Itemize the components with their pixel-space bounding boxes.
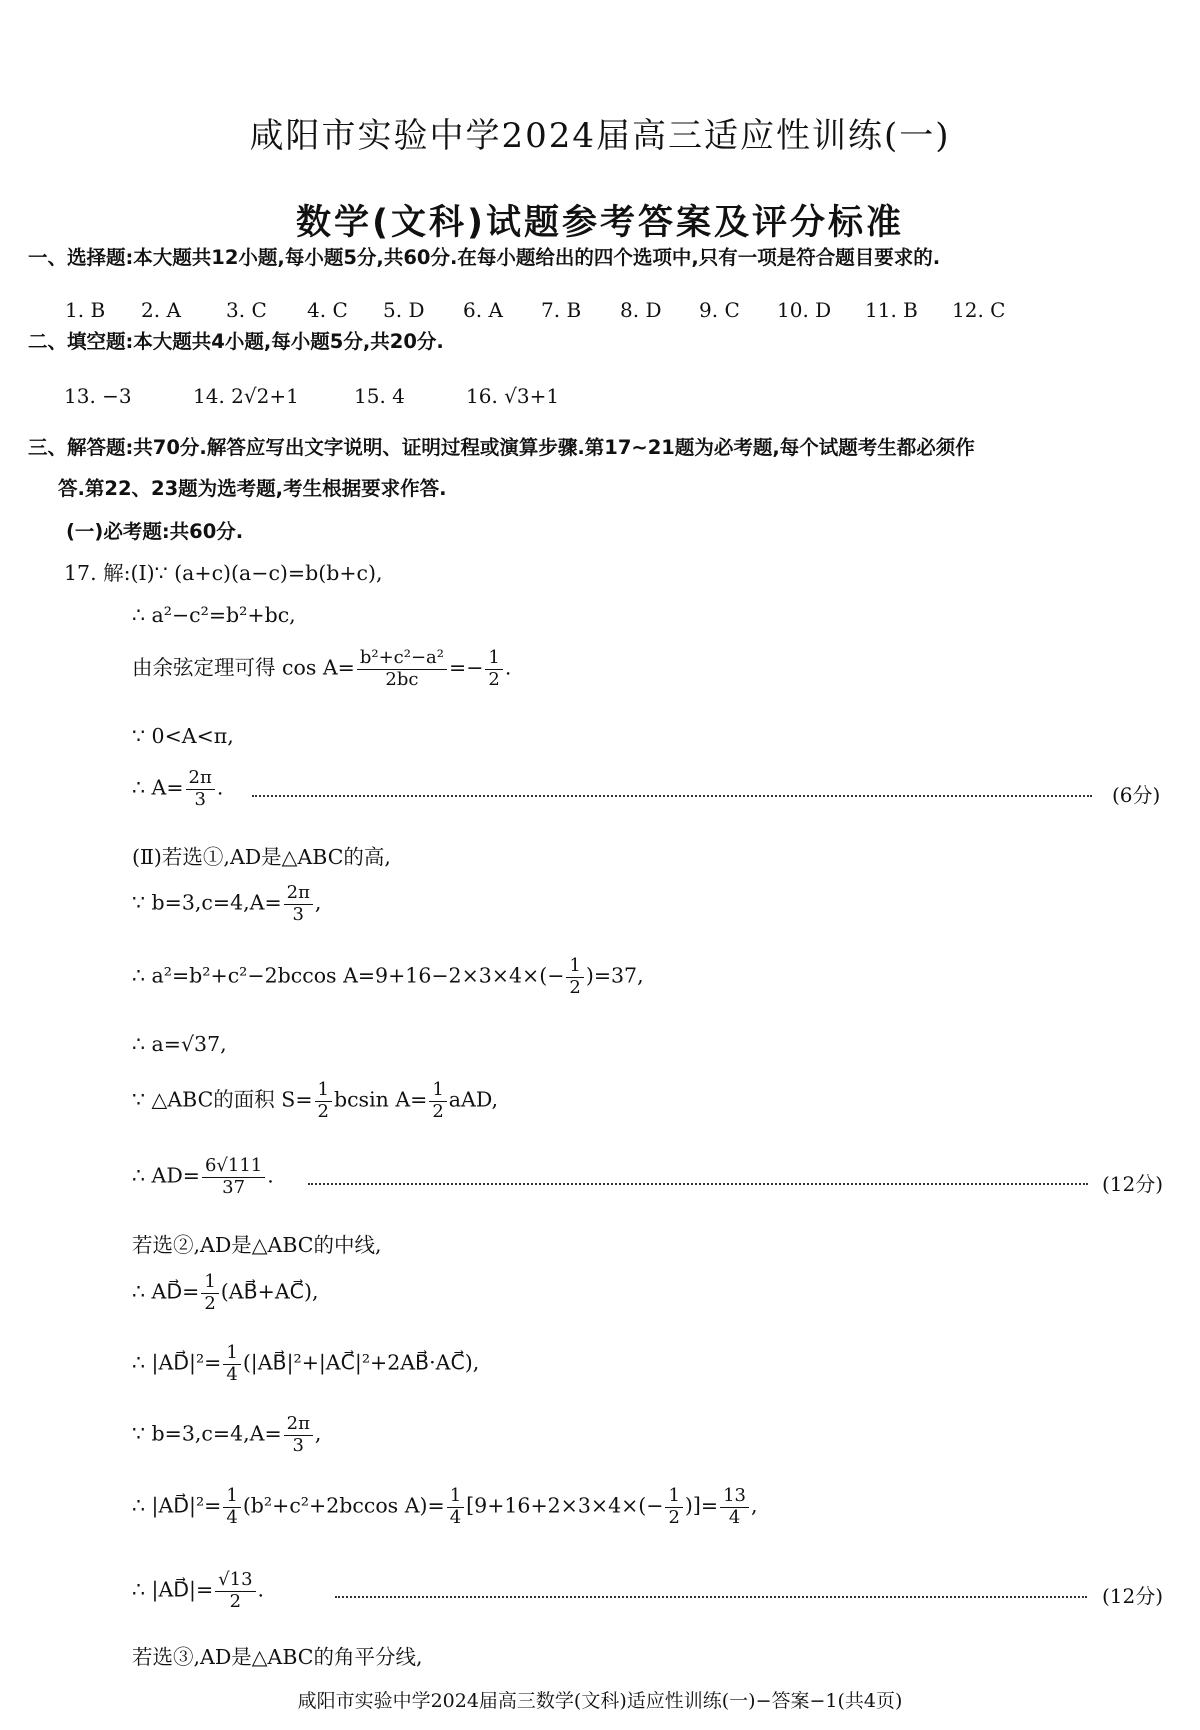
denominator: 2 — [488, 668, 500, 690]
text: ∴ AD⃗= — [132, 1279, 200, 1304]
denominator: 4 — [226, 1363, 238, 1385]
text: ∴ a²=b²+c²−2bccos A=9+16−2×3×4×(− — [132, 963, 565, 988]
solution-line — [132, 1414, 321, 1456]
denominator: 4 — [449, 1506, 462, 1528]
text: . — [267, 1163, 274, 1188]
denominator: 2 — [668, 1506, 680, 1528]
solution-line: 若选③,AD是△ABC的角平分线, — [132, 1645, 423, 1669]
text: (b²+c²+2bccos A)= — [242, 1493, 445, 1518]
text: =− — [449, 655, 484, 680]
fraction — [215, 1570, 255, 1612]
text: , — [751, 1493, 758, 1518]
denominator: 2 — [317, 1100, 329, 1122]
numerator: 2π — [284, 1414, 313, 1436]
text: 由余弦定理可得 cos A= — [132, 655, 355, 680]
section3-heading-line1: 三、解答题:共70分.解答应写出文字说明、证明过程或演算步骤.第17~21题为必考题,每个试题考生都必须作 — [28, 436, 975, 459]
fraction — [201, 1272, 218, 1314]
solution-line — [132, 1156, 274, 1198]
solution-line — [132, 956, 644, 998]
answer-14: 14. 2√2+1 — [193, 384, 299, 408]
text: ∵ △ABC的面积 S= — [132, 1087, 313, 1112]
solution-line — [132, 1343, 479, 1385]
text: ∴ A= — [132, 775, 184, 800]
numerator: 6√111 — [202, 1156, 265, 1178]
score-label: (12分) — [1102, 1584, 1164, 1608]
denominator: 4 — [728, 1506, 741, 1528]
solution-line — [132, 1486, 758, 1528]
fraction — [284, 883, 313, 925]
answer-10: 10. D — [777, 298, 832, 322]
denominator: 2 — [229, 1590, 242, 1612]
text: . — [257, 1577, 265, 1602]
numerator: 13 — [720, 1486, 749, 1508]
answer-11: 11. B — [865, 298, 918, 322]
answer-2: 2. A — [141, 298, 181, 322]
text: ∴ AD= — [132, 1163, 200, 1188]
answer-9: 9. C — [699, 298, 740, 322]
document-subtitle: 数学(文科)试题参考答案及评分标准 — [296, 203, 904, 243]
text: [9+16+2×3×4×(− — [466, 1493, 664, 1518]
numerator: 1 — [566, 956, 583, 978]
answer-13: 13. −3 — [64, 384, 132, 408]
text: (AB⃗+AC⃗), — [220, 1279, 319, 1304]
numerator: √13 — [215, 1570, 255, 1592]
numerator: b²+c²−a² — [357, 648, 447, 670]
fraction — [566, 956, 583, 998]
solution-line: 若选②,AD是△ABC的中线, — [132, 1233, 382, 1257]
answer-3: 3. C — [226, 298, 267, 322]
text: , — [314, 890, 322, 915]
fraction — [223, 1486, 240, 1528]
numerator: 1 — [429, 1080, 446, 1102]
text: ∵ b=3,c=4,A= — [132, 890, 282, 915]
fraction — [720, 1486, 749, 1528]
text: )=37, — [585, 963, 644, 988]
fraction — [357, 648, 447, 690]
answer-8: 8. D — [620, 298, 662, 322]
numerator: 2π — [284, 883, 313, 905]
denominator: 3 — [292, 903, 304, 925]
solution-line: ∴ a²−c²=b²+bc, — [132, 603, 296, 627]
fraction — [315, 1080, 332, 1122]
denominator: 2bc — [385, 668, 419, 690]
score-label: (6分) — [1112, 783, 1161, 807]
numerator: 1 — [223, 1343, 240, 1365]
numerator: 1 — [315, 1080, 332, 1102]
fraction — [223, 1343, 240, 1385]
text: ∴ |AD⃗|²= — [132, 1350, 222, 1375]
denominator: 3 — [292, 1434, 304, 1456]
text: ∴ |AD⃗|²= — [132, 1493, 222, 1518]
section1-heading: 一、选择题:本大题共12小题,每小题5分,共60分.在每小题给出的四个选项中,只有一项是符合题目要求的. — [28, 246, 941, 269]
solution-line: (Ⅱ)若选①,AD是△ABC的高, — [132, 845, 391, 869]
numerator: 1 — [201, 1272, 218, 1294]
answer-12: 12. C — [952, 298, 1006, 322]
solution-line: 17. 解:(Ⅰ)∵ (a+c)(a−c)=b(b+c), — [64, 561, 383, 585]
dotted-leader — [335, 1596, 1087, 1598]
answer-1: 1. B — [65, 298, 106, 322]
text: . — [216, 775, 224, 800]
section3-heading-line2: 答.第22、23题为选考题,考生根据要求作答. — [58, 477, 447, 500]
answer-7: 7. B — [541, 298, 582, 322]
solution-line — [132, 1272, 318, 1314]
text: aAD, — [448, 1087, 499, 1112]
solution-line — [132, 883, 321, 925]
text: . — [504, 655, 512, 680]
solution-line — [132, 1080, 498, 1122]
fraction — [485, 648, 502, 690]
fraction — [284, 1414, 313, 1456]
fraction — [447, 1486, 464, 1528]
section3-subheading: (一)必考题:共60分. — [66, 520, 244, 543]
numerator: 2π — [186, 768, 215, 790]
answer-6: 6. A — [463, 298, 503, 322]
text: ∵ b=3,c=4,A= — [132, 1421, 282, 1446]
text: )]= — [684, 1493, 719, 1518]
fraction — [429, 1080, 446, 1122]
score-label: (12分) — [1102, 1172, 1164, 1196]
page-footer: 咸阳市实验中学2024届高三数学(文科)适应性训练(一)−答案−1(共4页) — [297, 1690, 903, 1712]
text: , — [314, 1421, 322, 1446]
dotted-leader — [308, 1183, 1088, 1185]
text: (|AB⃗|²+|AC⃗|²+2AB⃗·AC⃗), — [242, 1350, 480, 1375]
denominator: 4 — [226, 1506, 238, 1528]
denominator: 37 — [222, 1176, 246, 1198]
fraction — [186, 768, 215, 810]
fraction — [665, 1486, 682, 1528]
solution-line: ∴ a=√37, — [132, 1032, 227, 1056]
document-title: 咸阳市实验中学2024届高三适应性训练(一) — [249, 116, 951, 156]
numerator: 1 — [485, 648, 502, 670]
answer-5: 5. D — [383, 298, 425, 322]
denominator: 2 — [204, 1292, 216, 1314]
denominator: 2 — [569, 976, 581, 998]
answer-16: 16. √3+1 — [466, 384, 560, 408]
answer-4: 4. C — [307, 298, 348, 322]
denominator: 3 — [194, 788, 206, 810]
fraction — [202, 1156, 265, 1198]
text: ∴ |AD⃗|= — [132, 1577, 214, 1602]
dotted-leader — [252, 795, 1092, 797]
numerator: 1 — [223, 1486, 240, 1508]
numerator: 1 — [665, 1486, 682, 1508]
answer-15: 15. 4 — [354, 384, 405, 408]
text: bcsin A= — [333, 1087, 428, 1112]
numerator: 1 — [447, 1486, 464, 1508]
solution-line — [132, 1570, 264, 1612]
solution-line: ∵ 0<A<π, — [132, 724, 234, 748]
denominator: 2 — [432, 1100, 444, 1122]
solution-line — [132, 768, 223, 810]
section2-heading: 二、填空题:本大题共4小题,每小题5分,共20分. — [28, 330, 444, 353]
solution-line — [132, 648, 511, 690]
